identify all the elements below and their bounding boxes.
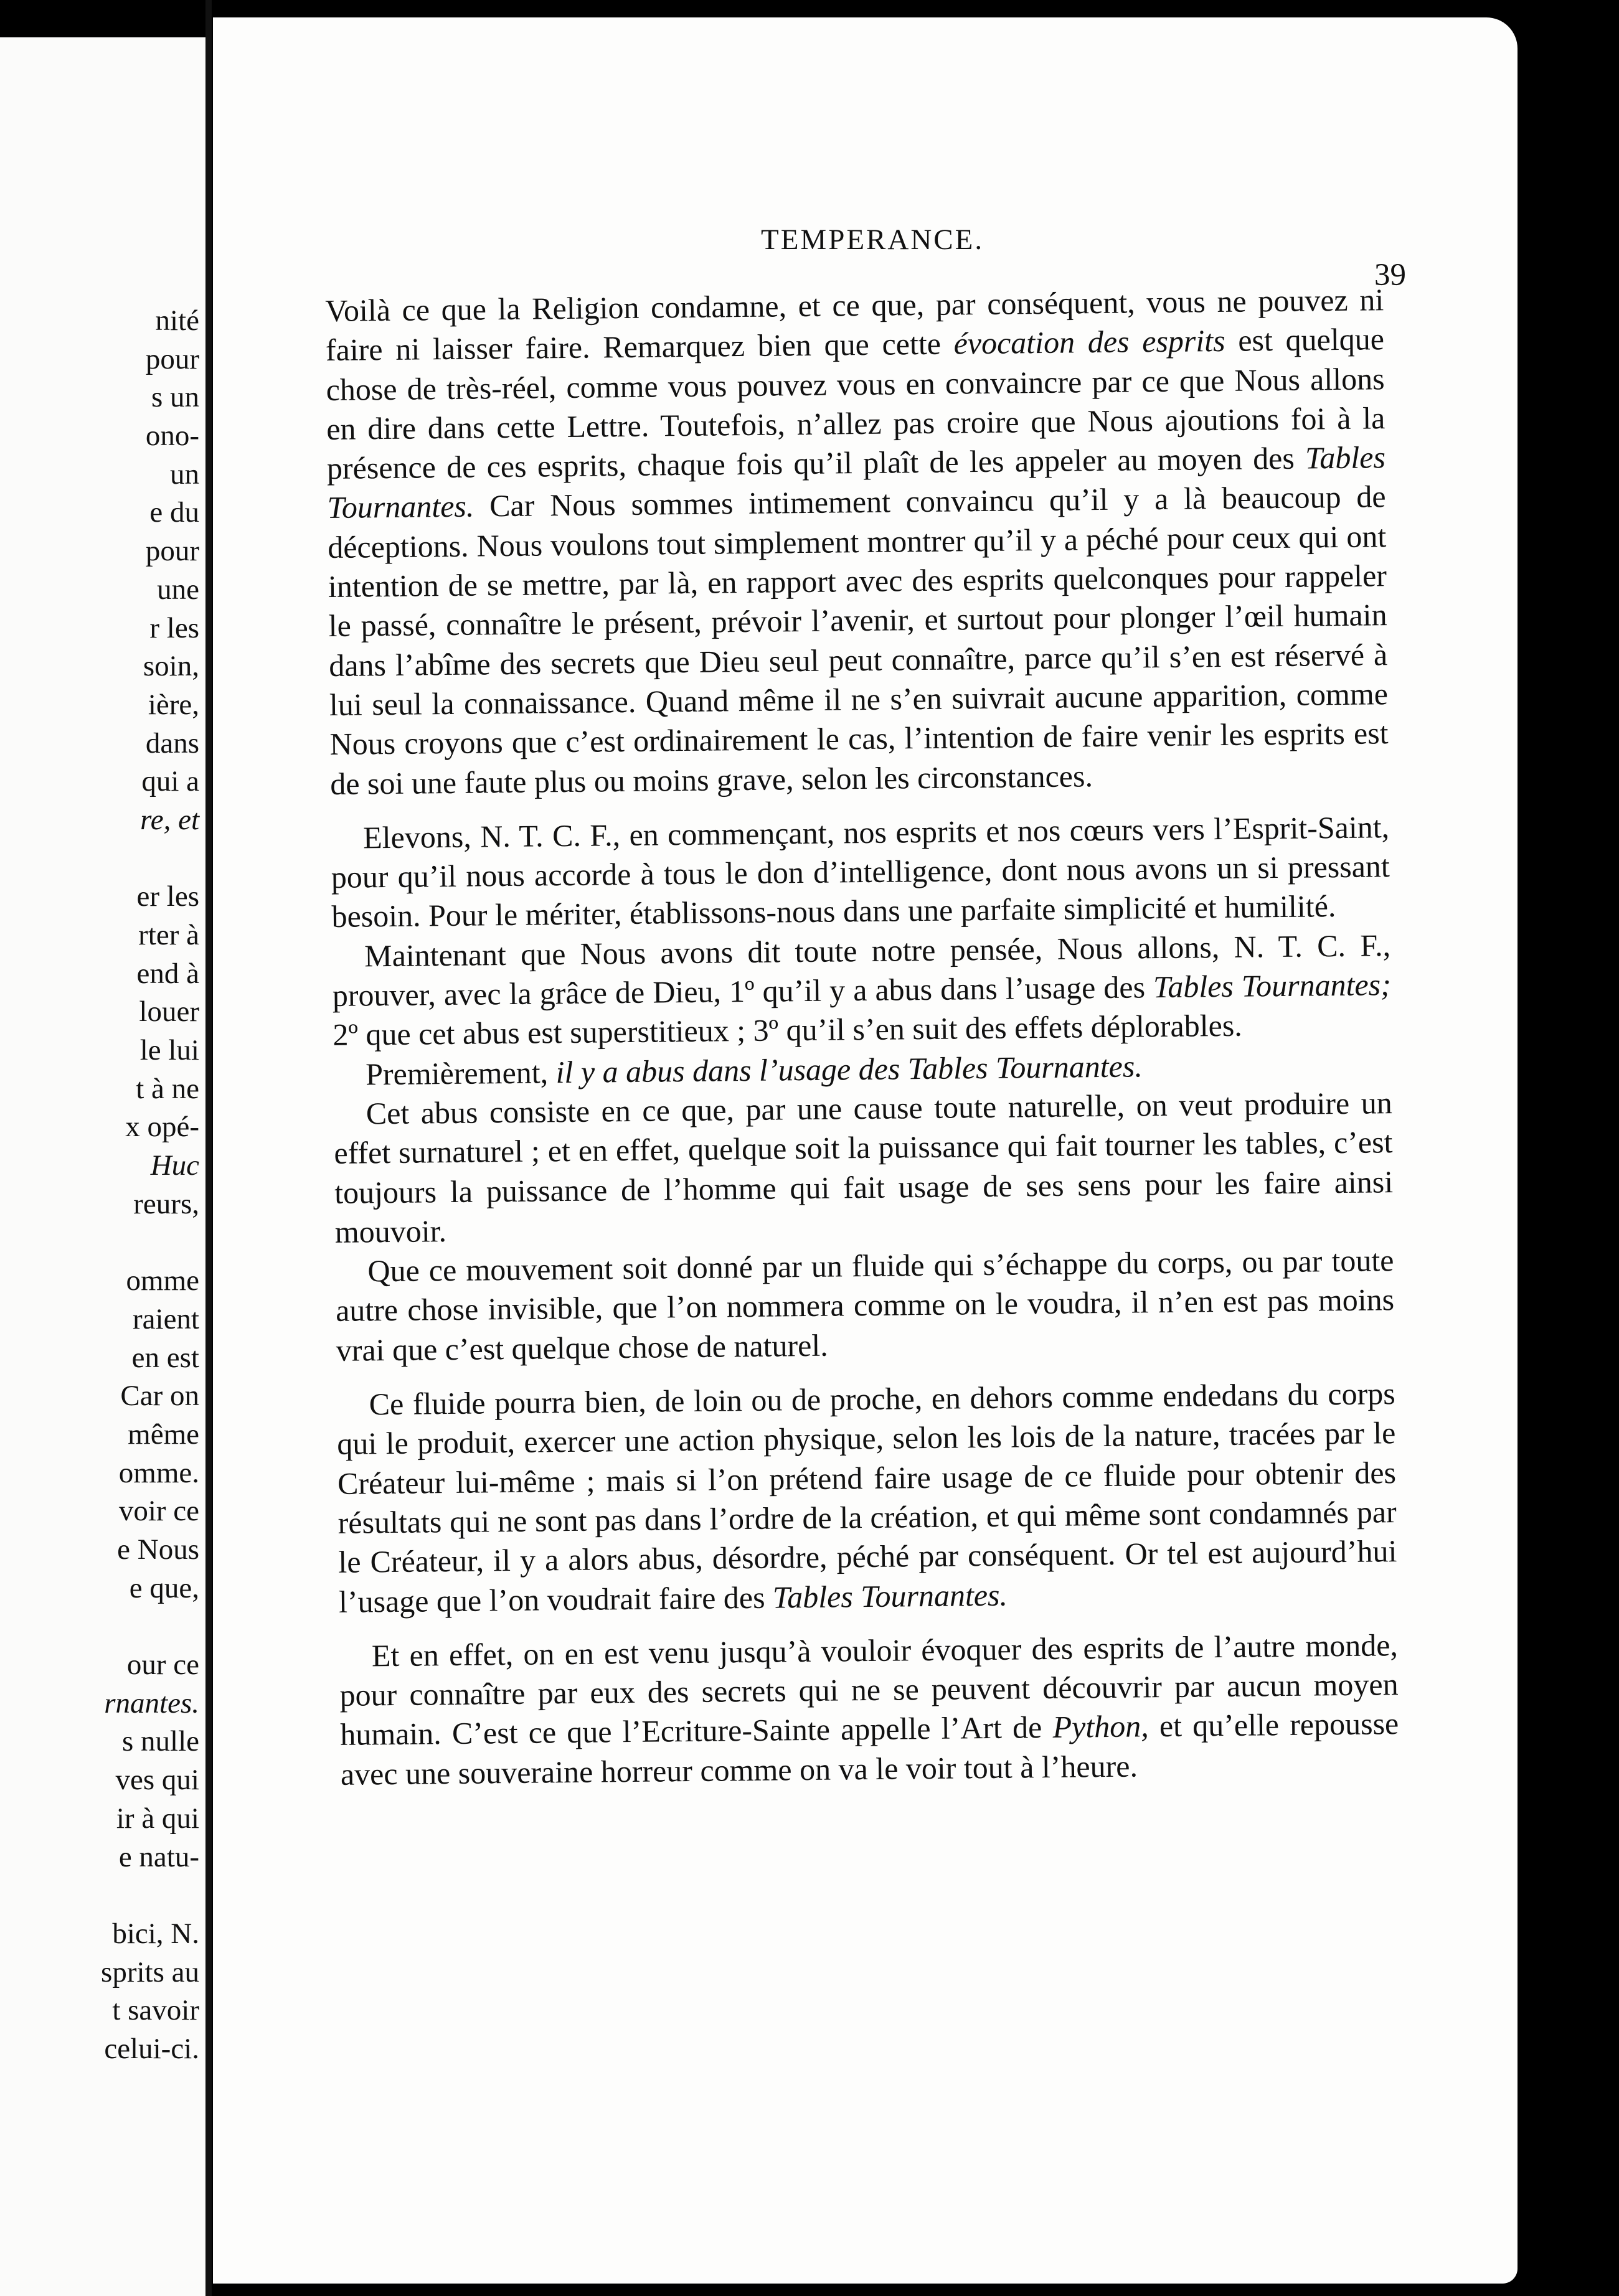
text-run: est quelque chose de très-réel, comme vous pouvez vous en convaincre par ce que Nous allons en dire dans cette Lettre. Toutefois, n’allez pas croire que Nous ajoutions foi à la présence de ces esprits, chaque fois qu’il plaît de les appeler au moyen des	[326, 321, 1385, 486]
paragraph	[334, 1083, 1394, 1252]
facing-page-line: pour	[145, 342, 199, 375]
facing-page-line: un	[170, 458, 199, 491]
book-gutter	[205, 0, 212, 2296]
facing-page-line: t savoir	[112, 1994, 199, 2027]
facing-page-line: s un	[151, 381, 199, 414]
text-run: Car Nous sommes intimement convaincu qu’il y a là beaucoup de déceptions. Nous voulons tout simplement montrer qu’il y a péché pour ceux qui ont intention de se mettre, par là, en rapport avec des esprits quelconques pour rappeler le passé, connaître le présent, prévoir l’avenir, et surtout pour plonger l’œil humain dans l’abîme des secrets que Dieu seul peut connaître, parce qu’il s’en est réservé à lui seul la connaissance. Quand même il ne s’en suivrait aucune apparition, comme Nous croyons que c’est ordinairement le cas, l’intention de faire venir les esprits est de soi une faute plus ou moins grave, selon les circonstances.	[328, 479, 1389, 801]
paragraph	[335, 1241, 1395, 1370]
facing-page-line: celui-ci.	[104, 2032, 199, 2065]
facing-page-line: omme.	[118, 1456, 199, 1489]
text-run: Et en effet, on en est venu jusqu’à vouloir évoquer des esprits de l’autre monde, pour connaître par eux des secrets qui ne se peuvent découvrir par aucun moyen humain. C’est ce que l’Ecriture-Sainte appelle l’Art de	[339, 1627, 1399, 1753]
paragraph	[339, 1626, 1400, 1794]
facing-page-line: ir à qui	[116, 1802, 199, 1835]
paragraph	[336, 1374, 1397, 1622]
facing-page-line: Huc	[150, 1149, 199, 1182]
page-number: 39	[1374, 258, 1406, 293]
italic-text: Tables Tournantes;	[1153, 967, 1392, 1005]
italic-text: Tables Tournantes.	[772, 1577, 1008, 1615]
facing-page-line-fragments	[101, 302, 199, 2069]
facing-page-line	[101, 1607, 199, 1646]
facing-page-line: en est	[131, 1341, 199, 1374]
facing-page-line: omme	[126, 1264, 199, 1297]
italic-text: évocation des esprits	[953, 323, 1225, 361]
book-page	[213, 17, 1518, 2284]
facing-page-line: raient	[133, 1302, 199, 1335]
facing-page-line: rnantes.	[104, 1687, 199, 1720]
facing-page-line: soin,	[143, 650, 199, 683]
facing-page-line	[101, 1876, 199, 1915]
text-run: Elevons, N. T. C. F., en commençant, nos esprits et nos cœurs vers l’Esprit-Saint, pour qu’il nous accorde à tous le don d’intelligence, dont nous avons un si pressant besoin. Pour le mériter, établissons-nous dans une parfaite simplicité et humilité.	[331, 809, 1390, 934]
text-run: Maintenant que Nous avons dit toute notre pensée, Nous allons, N. T. C. F., prouver, avec la grâce de Dieu, 1º qu’il y a abus dans l’usage des	[332, 927, 1391, 1013]
text-run: Ce fluide pourra bien, de loin ou de proche, en dehors comme endedans du corps qui le produit, exercer une action physique, selon les lois de la nature, tracées par le Créateur lui-même ; mais si l’on prétend faire usage de ce fluide pour obtenir des résultats qui ne sont pas dans l’ordre de la création, et qui même sont condamnés par le Créateur, il y a alors abus, désordre, péché par conséquent. Or tel est aujourd’hui l’usage que l’on voudrait faire des	[337, 1376, 1397, 1619]
facing-page-line: une	[157, 573, 199, 606]
facing-page-line: bici, N.	[112, 1917, 199, 1950]
text-run: Premièrement,	[365, 1054, 556, 1092]
facing-page-line	[101, 840, 199, 878]
facing-page-line: reurs,	[133, 1187, 199, 1220]
facing-page-line: e que,	[129, 1571, 199, 1604]
facing-page-line: ono-	[145, 420, 199, 453]
facing-page-line: x opé-	[125, 1111, 199, 1144]
text-run: Cet abus consiste en ce que, par une cause toute naturelle, on veut produire un effet surnaturel ; et en effet, quelque soit la puissance qui fait tourner les tables, c’est toujours la puissance de l’homme qui fait usage de ses sens pour les faire ainsi mouvoir.	[334, 1085, 1394, 1249]
facing-page-line: ves qui	[115, 1764, 199, 1797]
facing-page-line: voir ce	[118, 1495, 199, 1528]
facing-page-line: rter à	[138, 919, 199, 951]
paragraph	[325, 280, 1389, 804]
facing-page-line: dans	[145, 727, 199, 760]
facing-page-line: ière,	[148, 688, 199, 721]
facing-page-line: r les	[149, 611, 199, 644]
running-title: TEMPERANCE.	[761, 223, 984, 256]
facing-page-line: end à	[136, 957, 199, 990]
facing-page-line: Car on	[120, 1380, 199, 1413]
paragraph	[331, 807, 1390, 937]
facing-page-line: sprits au	[101, 1955, 199, 1988]
facing-page-line: le lui	[139, 1034, 199, 1067]
facing-page-line: qui a	[141, 765, 199, 798]
facing-page-line	[101, 1224, 199, 1263]
facing-page-line: pour	[145, 535, 199, 568]
facing-page-line: e natu-	[118, 1840, 199, 1873]
text-run: Que ce mouvement soit donné par un fluide qui s’échappe du corps, ou par toute autre chose invisible, que l’on nommera comme on le voudra, il n’en est pas moins vrai que c’est quelque chose de naturel.	[335, 1243, 1395, 1368]
facing-page-line: re, et	[140, 803, 199, 836]
italic-text: Tables Tournantes.	[327, 440, 1386, 525]
italic-text: il y a abus dans l’usage des Tables Tournantes.	[555, 1048, 1143, 1089]
facing-page-line: louer	[139, 995, 199, 1028]
italic-text: Python,	[1052, 1708, 1149, 1745]
paragraph	[332, 926, 1392, 1055]
facing-page-line: e du	[149, 496, 199, 529]
facing-page-line: s nulle	[121, 1725, 199, 1758]
facing-page-line: nité	[155, 304, 199, 337]
body-text	[325, 280, 1399, 1794]
facing-page-line: e Nous	[117, 1533, 199, 1566]
facing-page-line: er les	[136, 880, 199, 913]
text-run: 2º que cet abus est superstitieux ; 3º qu’il s’en suit des effets déplorables.	[333, 1007, 1243, 1053]
facing-page-fragment	[0, 37, 207, 2296]
text-run: et qu’elle repousse avec une souveraine horreur comme on va le voir tout à l’heure.	[340, 1706, 1399, 1792]
facing-page-line: t à ne	[136, 1072, 199, 1105]
facing-page-line: même	[128, 1418, 199, 1451]
facing-page-line: our ce	[126, 1649, 199, 1682]
text-run: Voilà ce que la Religion condamne, et ce que, par conséquent, vous ne pouvez ni faire ni laisser faire. Remarquez bien que cette	[325, 282, 1384, 368]
